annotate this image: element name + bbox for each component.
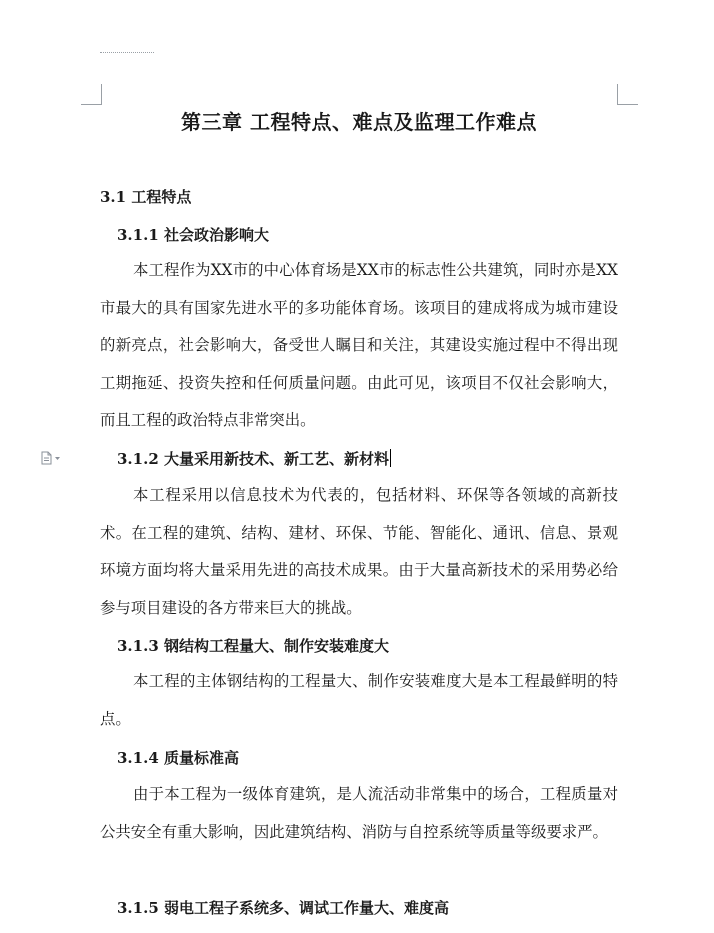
subsection-heading-3-1-2	[117, 448, 391, 470]
paragraph-3-1-3: 本工程的主体钢结构的工程量大、制作安装难度大是本工程最鲜明的特点。	[100, 672, 618, 728]
subsection-heading-3-1-2-text: 3.1.2 大量采用新技术、新工艺、新材料	[117, 450, 389, 468]
paragraph-3-1-4: 由于本工程为一级体育建筑，是人流活动非常集中的场合，工程质量对公共安全有重大影响，因此建筑结构、消防与自控系统等质量等级要求严。	[100, 785, 618, 841]
subsection-heading-3-1-4: 3.1.4 质量标准高	[117, 749, 239, 767]
margin-corner-top-left	[81, 84, 102, 105]
subsection-heading-3-1-5: 3.1.5 弱电工程子系统多、调试工作量大、难度高	[117, 899, 449, 917]
section-heading: 3.1 工程特点	[100, 188, 192, 206]
paragraph-3-1-1: 本工程作为XX市的中心体育场是XX市的标志性公共建筑，同时亦是XX市最大的具有国家先进水平的多功能体育场。该项目的建成将成为城市建设的新亮点，社会影响大，备受世人瞩目和关注，其建设实施过程中不得出现工期拖延、投资失控和任何质量问题。由此可见，该项目不仅社会影响大，而且工程的政治特点非常突出。	[100, 261, 618, 429]
document-options-icon[interactable]	[40, 450, 62, 464]
subsection-heading-3-1-3: 3.1.3 钢结构工程量大、制作安装难度大	[117, 637, 389, 655]
paragraph-3-1-2: 本工程采用以信息技术为代表的，包括材料、环保等各领域的高新技术。在工程的建筑、结构、建材、环保、节能、智能化、通讯、信息、景观环境方面均将大量采用先进的高技术成果。由于大量高新技术的采用势必给参与项目建设的各方带来巨大的挑战。	[100, 486, 618, 617]
margin-corner-top-right	[617, 84, 638, 105]
header-area-marker	[100, 52, 154, 53]
text-cursor	[390, 449, 391, 467]
chapter-title: 第三章 工程特点、难点及监理工作难点	[181, 110, 537, 134]
subsection-heading-3-1-1: 3.1.1 社会政治影响大	[117, 226, 269, 244]
